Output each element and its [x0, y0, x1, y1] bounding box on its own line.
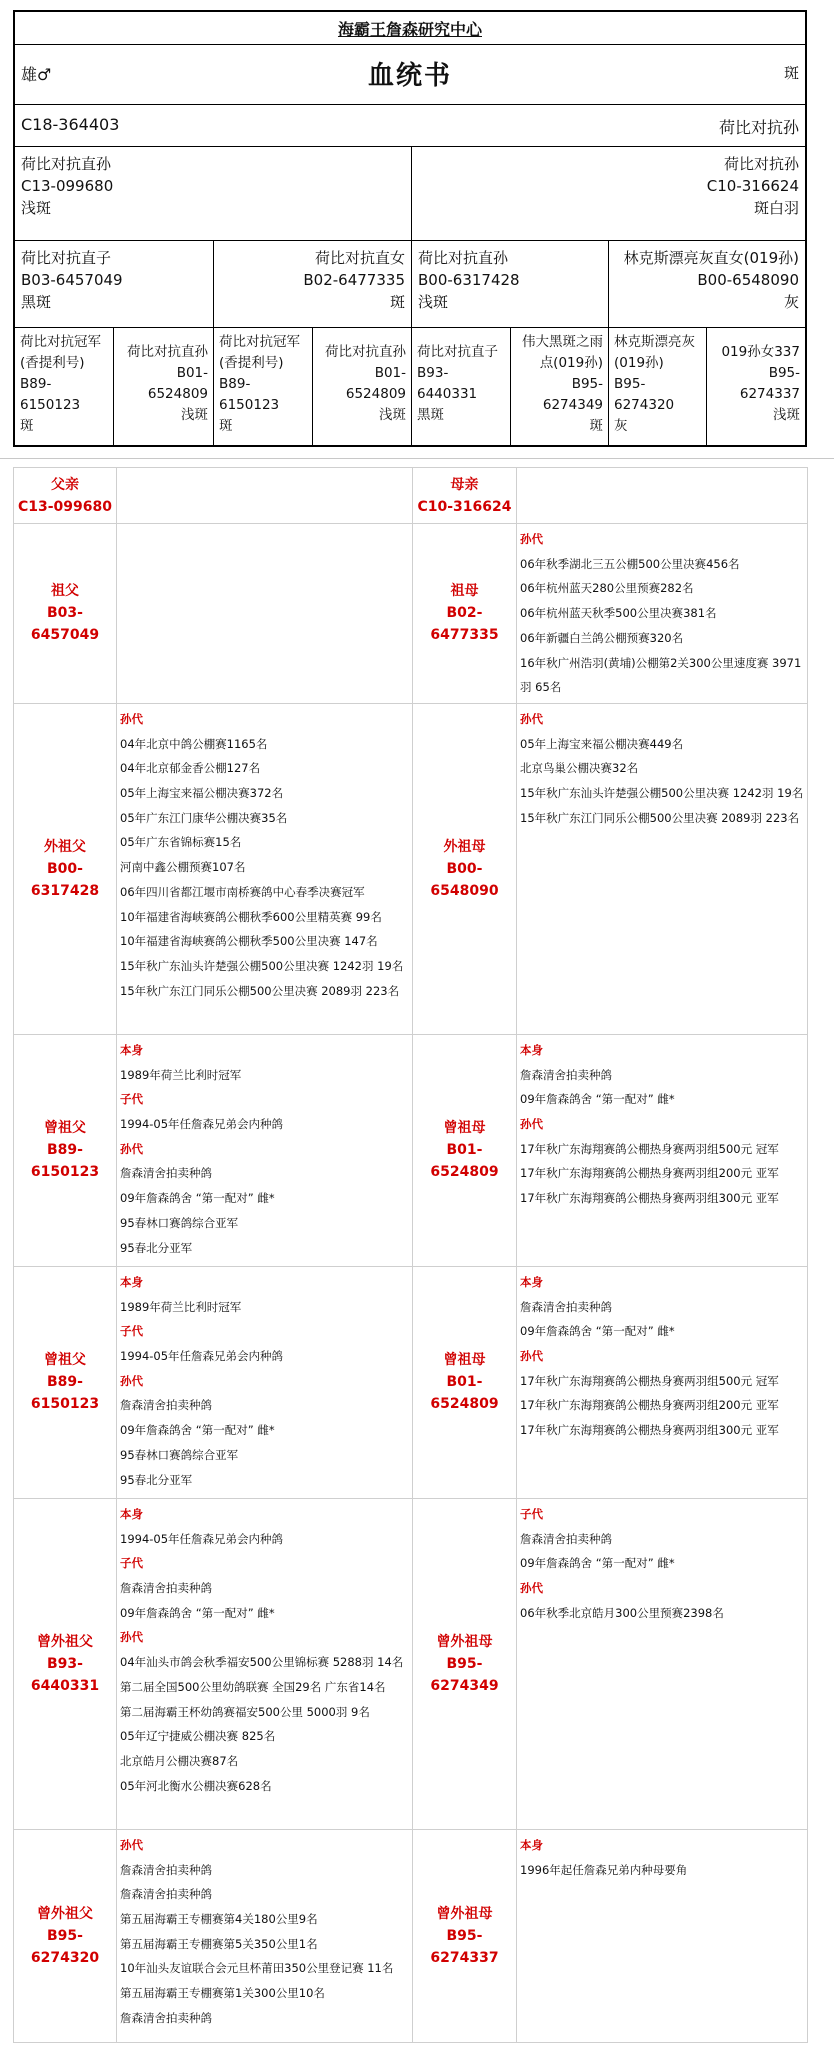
achievement-item: 1994-05年任詹森兄弟会内种鸽	[120, 1349, 284, 1364]
ancestor-ring: B95-6274349	[430, 1655, 499, 1694]
cell-line: 6274349	[542, 397, 603, 413]
grandparent-ring: B02-6477335	[303, 271, 405, 289]
certificate-title-row	[15, 45, 805, 105]
achievements-cell	[117, 1266, 413, 1498]
color-label: 斑	[783, 64, 799, 82]
section-label: 本身	[520, 1837, 543, 1852]
ancestor-name-cell	[413, 703, 517, 1034]
ancestor-role: 祖父	[51, 583, 79, 600]
section-label: 本身	[120, 1274, 143, 1289]
section-label: 子代	[120, 1324, 143, 1339]
section-label: 孙代	[520, 532, 543, 546]
ancestor-name-cell	[413, 1034, 517, 1266]
cell-line: 6150123	[20, 397, 81, 413]
cell-line: 荷比对抗直孙	[127, 344, 208, 360]
ancestor-role: 曾外祖母	[436, 1633, 493, 1650]
ancestor-ring: B00-6548090	[430, 860, 499, 899]
ancestor-name-cell	[413, 468, 517, 524]
ancestor-role: 母亲	[450, 476, 479, 493]
achievements-cell	[517, 1829, 808, 2042]
organization-title: 海霸王詹森研究中心	[337, 20, 482, 39]
achievements-cell	[117, 703, 413, 1034]
section-label: 孙代	[120, 1630, 143, 1645]
achievements-cell	[117, 1829, 413, 2042]
achievement-item: 詹森清舍拍卖种鸽	[120, 1398, 212, 1413]
achievement-item: 15年秋广东汕头许楚强公棚500公里决赛 1242羽 19名	[120, 958, 404, 973]
achievement-item: 1989年荷兰比利时冠军	[120, 1067, 242, 1082]
mother-name: 荷比对抗孙	[723, 155, 799, 173]
ancestor-role: 曾祖母	[443, 1352, 486, 1369]
cell-line: 荷比对抗冠军	[20, 334, 101, 350]
achievement-item: 95春林口赛鸽综合亚军	[120, 1215, 239, 1230]
ancestor-name-cell	[14, 524, 117, 704]
great-grandparent-cell	[214, 328, 313, 445]
parents-row	[15, 147, 805, 241]
cell-line: B93-	[417, 365, 449, 381]
achievement-item: 09年詹森鸽舍 “第一配对” 雌*	[120, 1605, 275, 1620]
great-grandparents-row	[15, 328, 805, 445]
cell-line: 伟大黑斑之雨	[522, 334, 603, 350]
ancestor-name-cell	[14, 1498, 117, 1829]
achievement-item: 詹森清舍拍卖种鸽	[120, 2010, 212, 2025]
cell-line: 灰	[614, 418, 628, 434]
grandparent-color: 灰	[783, 293, 799, 311]
cell-line: 6440331	[417, 386, 478, 402]
achievement-item: 09年詹森鸽舍 “第一配对” 雌*	[120, 1191, 275, 1206]
achievement-item: 16年秋广州浩羽(黄埔)公棚第2关300公里速度赛 3971羽 65名	[520, 655, 802, 695]
cell-line: 6524809	[147, 386, 208, 402]
ancestor-name-cell	[14, 468, 117, 524]
sex-label: 雄♂	[21, 65, 52, 84]
grandparent-cell	[15, 241, 214, 327]
ancestor-ring: B02-6477335	[430, 605, 499, 644]
section-label: 本身	[520, 1042, 543, 1057]
achievements-cell	[517, 703, 808, 1034]
achievements-cell	[117, 468, 413, 524]
bird-id-row	[15, 105, 805, 147]
achievement-item: 詹森清舍拍卖种鸽	[520, 1531, 612, 1546]
pedigree-detail-table	[13, 467, 808, 2043]
cell-line: B95-	[614, 376, 646, 392]
cell-line: B01-	[374, 365, 406, 381]
great-grandparent-cell	[511, 328, 609, 445]
grandparent-color: 黑斑	[21, 293, 52, 311]
pedigree-certificate	[13, 10, 807, 447]
section-label: 子代	[520, 1506, 543, 1521]
section-label: 本身	[120, 1042, 143, 1057]
achievement-item: 95春北分亚军	[120, 1240, 193, 1255]
cell-line: (019孙)	[614, 355, 664, 371]
achievement-item: 1996年起任詹森兄弟内种母要角	[520, 1862, 688, 1877]
achievement-item: 15年秋广东江门同乐公棚500公里决赛 2089羽 223名	[520, 810, 800, 825]
achievements-cell	[117, 524, 413, 704]
cell-line: 6150123	[219, 397, 280, 413]
achievement-item: 09年詹森鸽舍 “第一配对” 雌*	[520, 1556, 675, 1571]
achievement-item: 06年秋季北京皓月300公里预赛2398名	[520, 1605, 724, 1620]
achievement-item: 06年新疆白兰鸽公棚预赛320名	[520, 630, 684, 645]
ancestor-name-cell	[413, 1266, 517, 1498]
cell-line: (香提利号)	[20, 355, 85, 371]
cell-line: 斑	[219, 418, 233, 434]
mother-cell	[412, 147, 805, 240]
ancestor-name-cell	[413, 524, 517, 704]
mother-ring: C10-316624	[706, 177, 799, 195]
achievement-item: 第二届全国500公里幼鸽联赛 全国29名 广东省14名	[120, 1679, 386, 1694]
achievement-item: 05年广东省锦标赛15名	[120, 835, 242, 850]
achievement-item: 詹森清舍拍卖种鸽	[520, 1299, 612, 1314]
ancestor-ring: B01-6524809	[430, 1374, 499, 1413]
ancestor-name-cell	[14, 703, 117, 1034]
section-label: 子代	[120, 1092, 143, 1107]
grandparent-ring: B00-6548090	[697, 271, 799, 289]
ancestor-role: 祖母	[450, 583, 479, 600]
cell-line: 林克斯漂亮灰	[614, 334, 695, 350]
grandparents-row	[15, 241, 805, 328]
achievement-item: 17年秋广东海翔赛鸽公棚热身赛两羽组300元 亚军	[520, 1423, 779, 1438]
achievement-item: 詹森清舍拍卖种鸽	[120, 1887, 212, 1902]
achievements-cell	[517, 468, 808, 524]
ancestor-ring: B03-6457049	[30, 605, 100, 644]
section-divider	[0, 458, 834, 459]
section-label: 孙代	[120, 1141, 143, 1156]
detail-row	[14, 1266, 808, 1498]
section-label: 本身	[520, 1274, 543, 1289]
great-grandparent-cell	[114, 328, 214, 445]
achievement-item: 10年福建省海峡赛鸽公棚秋季600公里精英赛 99名	[120, 909, 382, 924]
cell-line: 斑	[589, 418, 603, 434]
ancestor-ring: C13-099680	[17, 498, 112, 515]
cell-line: (香提利号)	[219, 355, 284, 371]
achievement-item: 09年詹森鸽舍 “第一配对” 雌*	[520, 1092, 675, 1107]
achievement-item: 第五届海霸王专棚赛第4关180公里9名	[120, 1912, 318, 1927]
achievement-item: 17年秋广东海翔赛鸽公棚热身赛两羽组500元 冠军	[520, 1373, 779, 1388]
detail-row	[14, 524, 808, 704]
achievements-cell	[517, 1266, 808, 1498]
section-label: 本身	[120, 1506, 143, 1521]
ancestor-ring: C10-316624	[417, 498, 512, 515]
detail-row	[14, 1034, 808, 1266]
achievement-item: 17年秋广东海翔赛鸽公棚热身赛两羽组200元 亚军	[520, 1398, 779, 1413]
ancestor-role: 父亲	[51, 476, 79, 493]
achievement-item: 10年汕头友谊联合会元旦杯莆田350公里登记赛 11名	[120, 1961, 394, 1976]
ancestor-ring: B00-6317428	[30, 860, 100, 899]
cell-line: B95-6274337	[739, 365, 800, 402]
grandparent-name: 荷比对抗直孙	[418, 249, 509, 267]
great-grandparent-cell	[15, 328, 114, 445]
father-ring: C13-099680	[21, 177, 114, 195]
cell-line: 荷比对抗冠军	[219, 334, 300, 350]
achievement-item: 詹森清舍拍卖种鸽	[120, 1862, 212, 1877]
grandparent-color: 斑	[389, 293, 405, 311]
grandparent-color: 浅斑	[418, 293, 449, 311]
section-label: 孙代	[520, 1117, 543, 1132]
achievement-item: 詹森清舍拍卖种鸽	[120, 1581, 212, 1596]
achievement-item: 15年秋广东汕头许楚强公棚500公里决赛 1242羽 19名	[520, 786, 804, 801]
achievement-item: 04年北京郁金香公棚127名	[120, 761, 261, 776]
cell-line: 6524809	[345, 386, 406, 402]
achievement-item: 06年杭州蓝天280公里预赛282名	[520, 581, 694, 596]
achievement-item: 第五届海霸王专棚赛第1关300公里10名	[120, 1986, 325, 2001]
achievement-item: 第二届海霸王杯幼鸽赛福安500公里 5000羽 9名	[120, 1704, 370, 1719]
cell-line: 浅斑	[379, 407, 406, 423]
grandparent-name: 林克斯漂亮灰直女(019孙)	[623, 249, 799, 267]
achievement-item: 06年杭州蓝天秋季500公里决赛381名	[520, 606, 717, 621]
achievement-item: 05年河北衡水公棚决赛628名	[120, 1778, 272, 1793]
achievements-cell	[517, 524, 808, 704]
achievement-item: 10年福建省海峡赛鸽公棚秋季500公里决赛 147名	[120, 934, 378, 949]
cell-line: B89-	[20, 376, 52, 392]
achievements-cell	[517, 1034, 808, 1266]
cell-line: B95-	[571, 376, 603, 392]
section-label: 孙代	[120, 711, 143, 726]
achievements-cell	[117, 1498, 413, 1829]
achievements-cell	[117, 1034, 413, 1266]
section-label: 孙代	[520, 711, 543, 726]
ring-number: C18-364403	[21, 115, 120, 134]
grandparent-cell	[214, 241, 412, 327]
achievement-item: 詹森清舍拍卖种鸽	[520, 1067, 612, 1082]
achievement-item: 15年秋广东江门同乐公棚500公里决赛 2089羽 223名	[120, 983, 400, 998]
achievement-item: 95春林口赛鸽综合亚军	[120, 1447, 239, 1462]
achievement-item: 1994-05年任詹森兄弟会内种鸽	[120, 1531, 284, 1546]
cell-line: 浅斑	[773, 407, 800, 423]
ancestor-ring: B95-6274320	[30, 1927, 100, 1966]
father-name: 荷比对抗直孙	[21, 155, 112, 173]
achievement-item: 北京鸟巢公棚决赛32名	[520, 761, 639, 776]
achievement-item: 17年秋广东海翔赛鸽公棚热身赛两羽组200元 亚军	[520, 1166, 779, 1181]
ancestor-ring: B89-6150123	[30, 1374, 100, 1413]
achievement-item: 04年北京中鸽公棚赛1165名	[120, 736, 268, 751]
cell-line: B89-	[219, 376, 251, 392]
ancestor-name-cell	[413, 1498, 517, 1829]
ancestor-role: 曾祖父	[44, 1120, 86, 1137]
achievement-item: 05年广东江门康华公棚决赛35名	[120, 810, 288, 825]
detail-row	[14, 1498, 808, 1829]
mother-color: 斑白羽	[753, 199, 799, 217]
ancestor-name-cell	[14, 1034, 117, 1266]
grandparent-cell	[609, 241, 805, 327]
ancestor-role: 外祖母	[443, 838, 486, 855]
great-grandparent-cell	[313, 328, 412, 445]
achievement-item: 1989年荷兰比利时冠军	[120, 1299, 242, 1314]
ancestor-role: 曾祖父	[44, 1352, 86, 1369]
cell-line: 019孙女337	[721, 344, 800, 360]
ancestor-role: 曾祖母	[443, 1120, 486, 1137]
cell-line: B01-	[176, 365, 208, 381]
achievement-item: 17年秋广东海翔赛鸽公棚热身赛两羽组500元 冠军	[520, 1141, 779, 1156]
ancestor-name-cell	[413, 1829, 517, 2042]
detail-row	[14, 1829, 808, 2042]
section-label: 孙代	[120, 1837, 143, 1852]
ancestor-role: 曾外祖父	[37, 1633, 93, 1650]
achievement-item: 06年四川省都江堰市南桥赛鸽中心春季决赛冠军	[120, 884, 365, 899]
cell-line: 浅斑	[181, 407, 208, 423]
grandparent-ring: B00-6317428	[418, 271, 520, 289]
ancestor-ring: B01-6524809	[430, 1142, 499, 1181]
ancestor-name-cell	[14, 1266, 117, 1498]
grandparent-cell	[412, 241, 609, 327]
document-title: 血统书	[367, 61, 452, 91]
achievement-item: 05年上海宝来福公棚决赛372名	[120, 786, 284, 801]
detail-row	[14, 703, 808, 1034]
father-color: 浅斑	[21, 199, 52, 217]
section-label: 孙代	[120, 1373, 143, 1388]
detail-row	[14, 468, 808, 524]
cell-line: 荷比对抗直孙	[325, 344, 406, 360]
cell-line: 黑斑	[417, 407, 444, 423]
ancestor-ring: B95-6274337	[430, 1927, 499, 1966]
ancestor-ring: B93-6440331	[30, 1655, 100, 1694]
certificate-header	[15, 12, 805, 45]
achievement-item: 04年汕头市鸽会秋季福安500公里锦标赛 5288羽 14名	[120, 1655, 404, 1670]
achievement-item: 09年詹森鸽舍 “第一配对” 雌*	[120, 1423, 275, 1438]
ancestor-role: 外祖父	[44, 838, 86, 855]
cell-line: 斑	[20, 418, 34, 434]
achievement-item: 06年秋季湖北三五公棚500公里决赛456名	[520, 556, 740, 571]
great-grandparent-cell	[609, 328, 707, 445]
grandparent-name: 荷比对抗直子	[21, 249, 112, 267]
section-label: 孙代	[520, 1349, 543, 1364]
achievement-item: 1994-05年任詹森兄弟会内种鸽	[120, 1117, 284, 1132]
ancestor-ring: B89-6150123	[30, 1142, 100, 1181]
ancestor-role: 曾外祖父	[37, 1905, 93, 1922]
cell-line: 6274320	[614, 397, 675, 413]
achievement-item: 詹森清舍拍卖种鸽	[120, 1166, 212, 1181]
section-label: 子代	[120, 1556, 143, 1571]
cell-line: 荷比对抗直子	[417, 344, 498, 360]
strain-name: 荷比对抗孙	[718, 118, 799, 137]
achievement-item: 北京皓月公棚决赛87名	[120, 1753, 239, 1768]
great-grandparent-cell	[412, 328, 511, 445]
achievement-item: 第五届海霸王专棚赛第5关350公里1名	[120, 1936, 318, 1951]
achievement-item: 09年詹森鸽舍 “第一配对” 雌*	[520, 1324, 675, 1339]
achievement-item: 05年上海宝来福公棚决赛449名	[520, 736, 684, 751]
section-label: 孙代	[520, 1581, 543, 1596]
achievement-item: 95春北分亚军	[120, 1472, 193, 1487]
achievement-item: 17年秋广东海翔赛鸽公棚热身赛两羽组300元 亚军	[520, 1191, 779, 1206]
great-grandparent-cell	[707, 328, 805, 445]
achievement-item: 河南中鑫公棚预赛107名	[120, 860, 246, 875]
achievements-cell	[517, 1498, 808, 1829]
father-cell	[15, 147, 412, 240]
ancestor-role: 曾外祖母	[436, 1905, 493, 1922]
grandparent-ring: B03-6457049	[21, 271, 123, 289]
ancestor-name-cell	[14, 1829, 117, 2042]
cell-line: 点(019孙)	[539, 355, 603, 371]
achievement-item: 05年辽宁捷威公棚决赛 825名	[120, 1729, 276, 1744]
grandparent-name: 荷比对抗直女	[314, 249, 405, 267]
